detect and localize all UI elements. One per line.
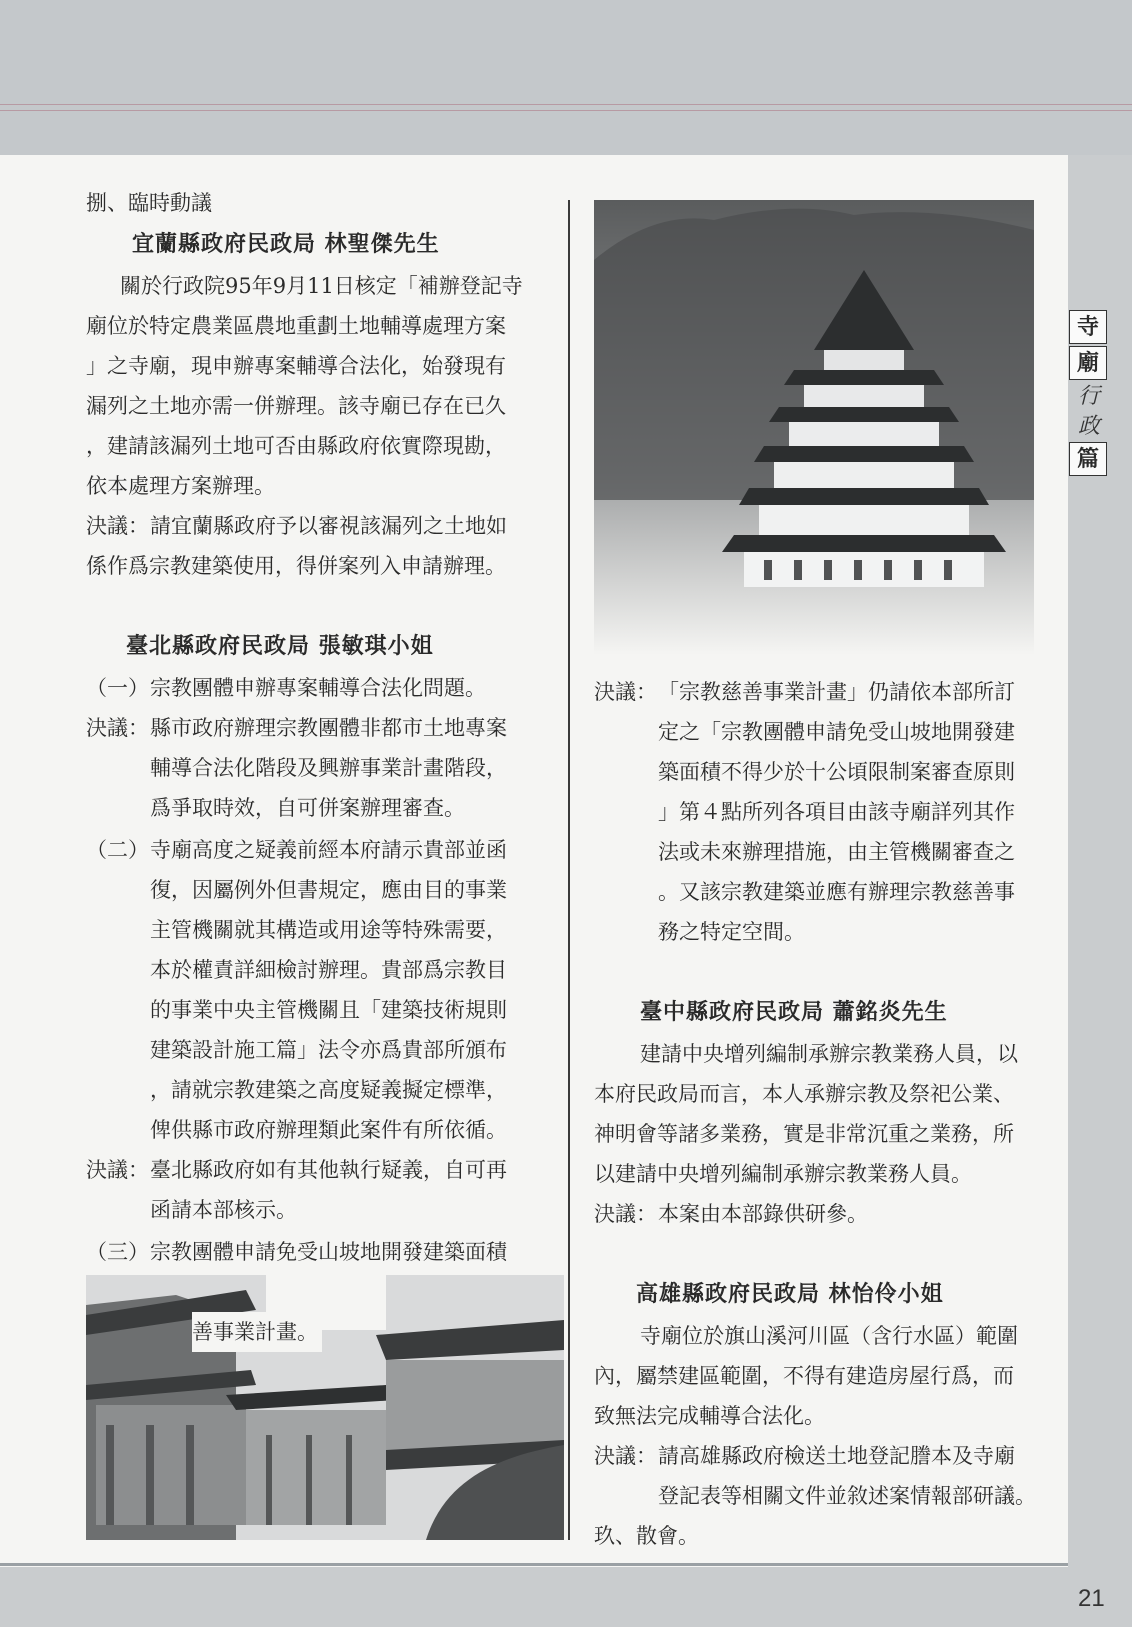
decision-label: 決議： (86, 716, 149, 740)
decision-label: 決議： (594, 1444, 657, 1468)
decision-line: 」第４點所列各項目由該寺廟詳列其作 (658, 800, 1015, 824)
item-line: ，請就宗教建築之高度疑義擬定標準， (150, 1078, 507, 1102)
column-divider (568, 200, 570, 1540)
paragraph-line: 本府民政局而言，本人承辦宗教及祭祀公業、 (594, 1082, 1014, 1106)
item-line: 俾供縣市政府辦理類此案件有所依循。 (150, 1118, 507, 1142)
paragraph-line: 漏列之土地亦需一併辦理。該寺廟已存在已久 (86, 394, 506, 418)
paragraph-line: 廟位於特定農業區農地重劃土地輔導處理方案 (86, 314, 506, 338)
paragraph-line: 」之寺廟，現申辦專案輔導合法化，始發現有 (86, 354, 506, 378)
section-title: 捌、臨時動議 (86, 191, 212, 215)
item-line: 寺廟高度之疑義前經本府請示貴部並函 (150, 838, 507, 862)
item-label: （一） (86, 676, 149, 700)
paragraph-line: ，建請該漏列土地可否由縣政府依實際現勘， (86, 434, 506, 458)
item-text: 宗教團體申辦專案輔導合法化問題。 (150, 676, 486, 700)
decision-line: 務之特定空間。 (658, 920, 805, 944)
decision-line: 築面積不得少於十公頃限制案審查原則 (658, 760, 1015, 784)
item-line: 主管機關就其構造或用途等特殊需要， (150, 918, 507, 942)
decision-label: 決議： (86, 1158, 149, 1182)
paragraph-line: 內，屬禁建區範圍，不得有建造房屋行爲，而 (594, 1364, 1014, 1388)
decision-line: 請高雄縣政府檢送土地登記謄本及寺廟 (658, 1444, 1015, 1468)
decision-line: 爲爭取時效，自可併案辦理審查。 (150, 796, 465, 820)
decision-line: 定之「宗教團體申請免受山坡地開發建 (658, 720, 1015, 744)
decision-line: 登記表等相關文件並敘述案情報部研議。 (658, 1484, 1036, 1508)
item-line: 的事業中央主管機關且「建築技術規則 (150, 998, 507, 1022)
decision-line: 。又該宗教建築並應有辦理宗教慈善事 (658, 880, 1015, 904)
paragraph-line: 建請中央增列編制承辦宗教業務人員，以 (640, 1042, 1018, 1066)
top-rule-1 (0, 104, 1132, 105)
temple-courtyard-photo (86, 1275, 564, 1540)
paragraph-line: 以建請中央增列編制承辦宗教業務人員。 (594, 1162, 972, 1186)
decision-line: 函請本部核示。 (150, 1198, 297, 1222)
speaker-taipei: 臺北縣政府民政局 張敏琪小姐 (126, 633, 434, 659)
decision-line: 請宜蘭縣政府予以審視該漏列之土地如 (150, 514, 507, 538)
decision-line: 臺北縣政府如有其他執行疑義，自可再 (150, 1158, 507, 1182)
closing-line: 玖、散會。 (594, 1524, 699, 1548)
item-line: 善事業計畫。 (192, 1312, 322, 1352)
paragraph-line: 關於行政院95年9月11日核定「補辦登記寺 (120, 274, 523, 298)
decision-line: 縣市政府辦理宗教團體非都市土地專案 (150, 716, 507, 740)
item-label: （三） (86, 1240, 149, 1264)
side-tab-char: 廟 (1069, 346, 1107, 380)
speaker-kaohsiung: 高雄縣政府民政局 林怡伶小姐 (636, 1281, 944, 1307)
speaker-taichung: 臺中縣政府民政局 蕭銘炎先生 (640, 999, 948, 1025)
side-tab-handwritten: 行政 (1077, 384, 1100, 439)
page-number: 21 (1078, 1585, 1105, 1612)
item-line: 本於權責詳細檢討辦理。貴部爲宗教目 (150, 958, 507, 982)
speaker-yilan: 宜蘭縣政府民政局 林聖傑先生 (132, 231, 440, 257)
decision-line: 「宗教慈善事業計畫」仍請依本部所訂 (658, 680, 1015, 704)
decision-line: 法或未來辦理措施，由主管機關審查之 (658, 840, 1015, 864)
pagoda-photo (594, 200, 1034, 655)
paragraph-line: 神明會等諸多業務，實是非常沉重之業務，所 (594, 1122, 1014, 1146)
bottom-rule (0, 1563, 1068, 1566)
decision-label: 決議： (594, 1202, 657, 1226)
decision-line: 係作爲宗教建築使用，得併案列入申請辦理。 (86, 554, 506, 578)
top-band (0, 0, 1132, 155)
paragraph-line: 致無法完成輔導合法化。 (594, 1404, 825, 1428)
side-tab-char: 寺 (1069, 310, 1107, 344)
decision-label: 決議： (594, 680, 657, 704)
side-tab-char: 篇 (1069, 442, 1107, 476)
paragraph-line: 寺廟位於旗山溪河川區（含行水區）範圍 (640, 1324, 1018, 1348)
decision-line: 本案由本部錄供研參。 (658, 1202, 868, 1226)
decision-line: 輔導合法化階段及興辦事業計畫階段， (150, 756, 507, 780)
decision-label: 決議： (86, 514, 149, 538)
top-rule-2 (0, 110, 1132, 111)
item-line: 宗教團體申請免受山坡地開發建築面積 (150, 1240, 507, 1264)
item-line: 建築設計施工篇」法令亦爲貴部所頒布 (150, 1038, 507, 1062)
item-label: （二） (86, 838, 149, 862)
side-tab (1069, 310, 1109, 478)
paragraph-line: 依本處理方案辦理。 (86, 474, 275, 498)
item-line: 復，因屬例外但書規定，應由目的事業 (150, 878, 507, 902)
